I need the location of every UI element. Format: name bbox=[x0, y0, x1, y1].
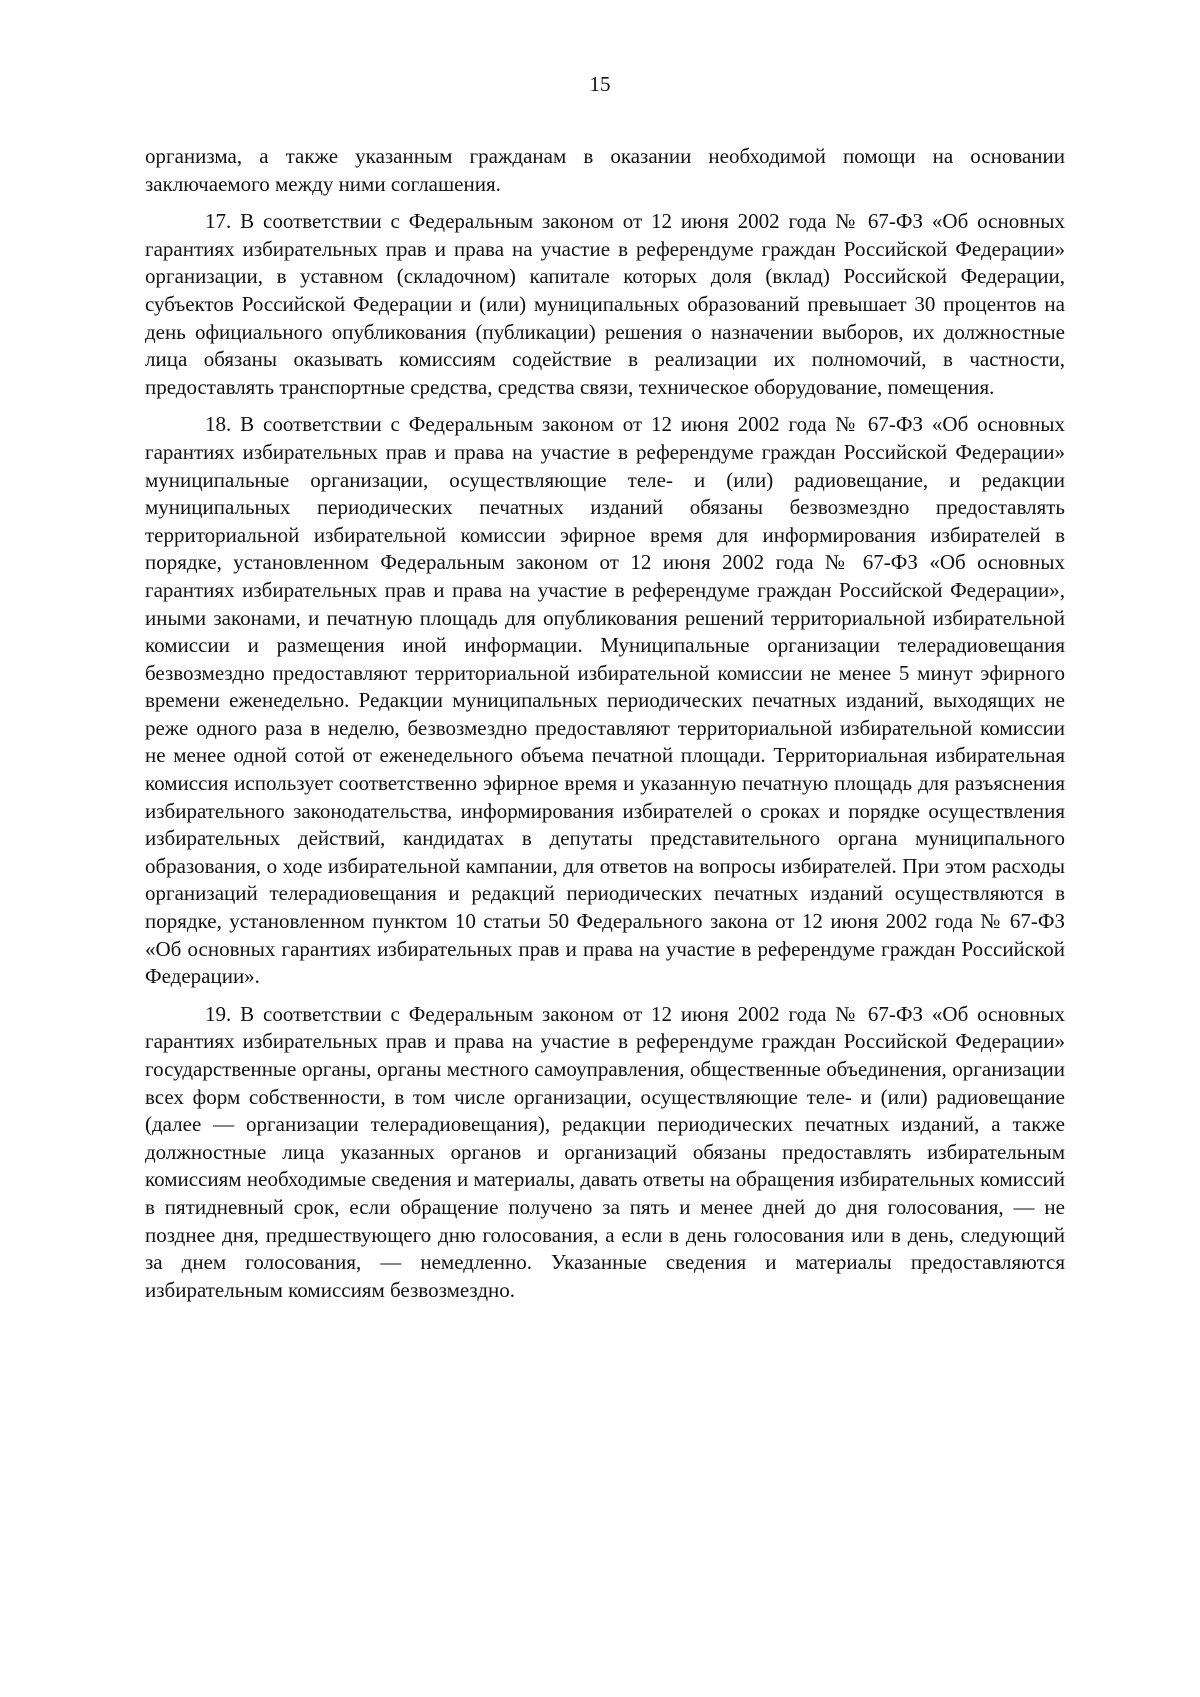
paragraph-19: 19. В соответствии с Федеральным законом от 12 июня 2002 года № 67-ФЗ «Об основных гарантиях избирательных прав и права на участие в референдуме граждан Российской Федерации» государственные органы, органы местного самоуправления, общественные объединения, организации всех форм собственности, в том числе организации, осуществляющие теле- и (или) радиовещание (далее — организации телерадиовещания), редакции периодических печатных изданий, а также должностные лица указанных органов и организаций обязаны предоставлять избирательным комиссиям необходимые сведения и материалы, давать ответы на обращения избирательных комиссий в пятидневный срок, если обращение получено за пять и менее дней до дня голосования, — не позднее дня, предшествующего дню голосования, а если в день голосования или в день, следующий за днем голосования, — немедленно. Указанные сведения и материалы предоставляются избирательным комиссиям безвозмездно. bbox=[145, 1001, 1065, 1302]
document-body bbox=[145, 143, 1065, 1304]
paragraph-17: 17. В соответствии с Федеральным законом от 12 июня 2002 года № 67-ФЗ «Об основных гарантиях избирательных прав и права на участие в референдуме граждан Российской Федерации» организации, в уставном (складочном) капитале которых доля (вклад) Российской Федерации, субъектов Российской Федерации и (или) муниципальных образований превышает 30 процентов на день официального опубликования (публикации) решения о назначении выборов, их должностные лица обязаны оказывать комиссиям содействие в реализации их полномочий, в частности, предоставлять транспортные средства, средства связи, техническое оборудование, помещения. bbox=[145, 209, 1065, 399]
paragraph-continuation: организма, а также указанным гражданам в оказании необходимой помощи на основании заключаемого между ними соглашения. bbox=[145, 144, 1065, 196]
page-number: 15 bbox=[589, 72, 611, 96]
paragraph-18: 18. В соответствии с Федеральным законом от 12 июня 2002 года № 67-ФЗ «Об основных гарантиях избирательных прав и права на участие в референдуме граждан Российской Федерации» муниципальные организации, осуществляющие теле- и (или) радиовещание, и редакции муниципальных периодических печатных изданий обязаны безвозмездно предоставлять территориальной избирательной комиссии эфирное время для информирования избирателей в порядке, установленном Федеральным законом от 12 июня 2002 года № 67-ФЗ «Об основных гарантиях избирательных прав и права на участие в референдуме граждан Российской Федерации», иными законами, и печатную площадь для опубликования решений территориальной избирательной комиссии и размещения иной информации. Муниципальные организации телерадиовещания безвозмездно предоставляют территориальной избирательной комиссии не менее 5 минут эфирного времени еженедельно. Редакции муниципальных периодических печатных изданий, выходящих не реже одного раза в неделю, безвозмездно предоставляют территориальной избирательной комиссии не менее одной сотой от еженедельного объема печатной площади. Территориальная избирательная комиссия использует соответственно эфирное время и указанную печатную площадь для разъяснения избирательного законодательства, информирования избирателей о сроках и порядке осуществления избирательных действий, кандидатах в депутаты представительного органа муниципального образования, о ходе избирательной кампании, для ответов на вопросы избирателей. При этом расходы организаций телерадиовещания и редакций периодических печатных изданий осуществляются в порядке, установленном пунктом 10 статьи 50 Федерального закона от 12 июня 2002 года № 67-ФЗ «Об основных гарантиях избирательных прав и права на участие в референдуме граждан Российской Федерации». bbox=[145, 412, 1065, 989]
